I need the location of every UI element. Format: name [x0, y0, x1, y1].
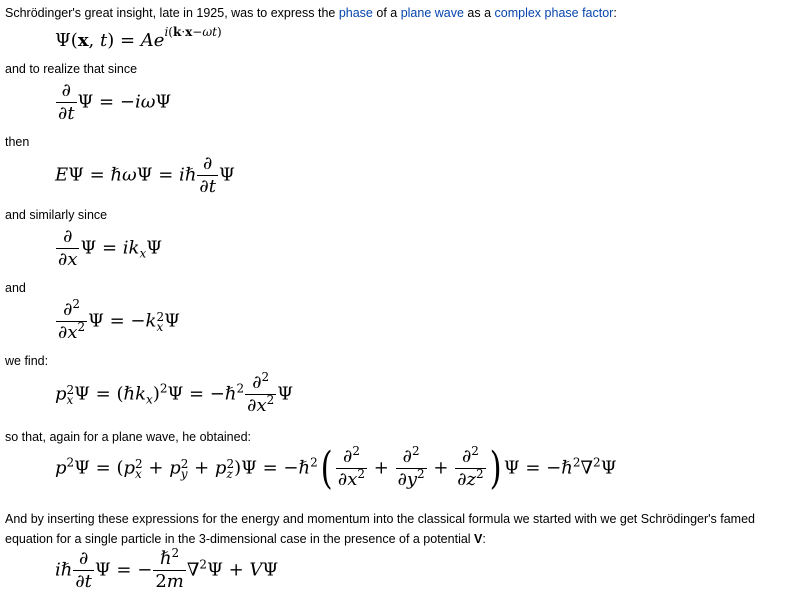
schrodinger-equation: iℏ ∂ ∂t Ψ = − ℏ$^2$ 2m ∇$^2$Ψ + VΨ — [55, 546, 279, 592]
intro-paragraph: Schrödinger's great insight, late in 1925, was to express the phase of a plane wave as a complex phase factor: — [5, 6, 617, 20]
plane-wave-link[interactable]: plane wave — [400, 6, 464, 20]
paragraph-then: then — [5, 135, 30, 149]
paragraph-so-that: so that, again for a plane wave, he obtained: — [5, 430, 252, 444]
momentum-3d-equation: $p^2\Psi = (p$ 2 x + p 2 y + p 2 z )Ψ = −ℏ$^2$( $\frac{\partial^2}{\partial x^2}$ + $\frac{\partial^2}{\partial y^2}$ + $\frac{\partial^2}{\partial z^2}$ ) Ψ = −ℏ$^2$∇$^2$Ψ — [55, 442, 617, 494]
paragraph-inserting: And by inserting these expressions for the energy and momentum into the classical formula we started with we get Schrödinger's famed equation for a single particle in the 3-dimensional case in the presence of a potential V: — [5, 512, 755, 546]
time-derivative-equation: ∂ ∂t Ψ = −iωΨ — [58, 80, 172, 124]
paragraph-and: and — [5, 281, 26, 295]
paragraph-we-find: we find: — [5, 354, 49, 368]
second-derivative-equation: $\frac{\partial^2}{\partial x^2}$ Ψ = −k 2 x Ψ — [58, 297, 180, 343]
momentum-x-equation: p 2 x Ψ = (ℏk$_x$)$^2$Ψ = −ℏ$^2$ $\frac{\partial^2}{\partial x^2}$ Ψ — [55, 370, 294, 416]
complex-phase-factor-link[interactable]: complex phase factor — [494, 6, 614, 20]
space-derivative-equation: ∂ ∂x $\Psi = ik_x\Psi$ — [58, 226, 163, 270]
plane-wave-equation: Ψ(x, $t) = Ae^{i(k\cdot x-\omega t)}$ — [55, 25, 222, 51]
phase-link[interactable]: phase — [338, 6, 373, 20]
potential-v: V — [474, 532, 483, 546]
energy-equation: EΨ = ℏωΨ = iℏ ∂ ∂t Ψ — [55, 153, 235, 197]
paragraph-similarly: and similarly since — [5, 208, 108, 222]
paragraph-since: and to realize that since — [5, 62, 138, 76]
